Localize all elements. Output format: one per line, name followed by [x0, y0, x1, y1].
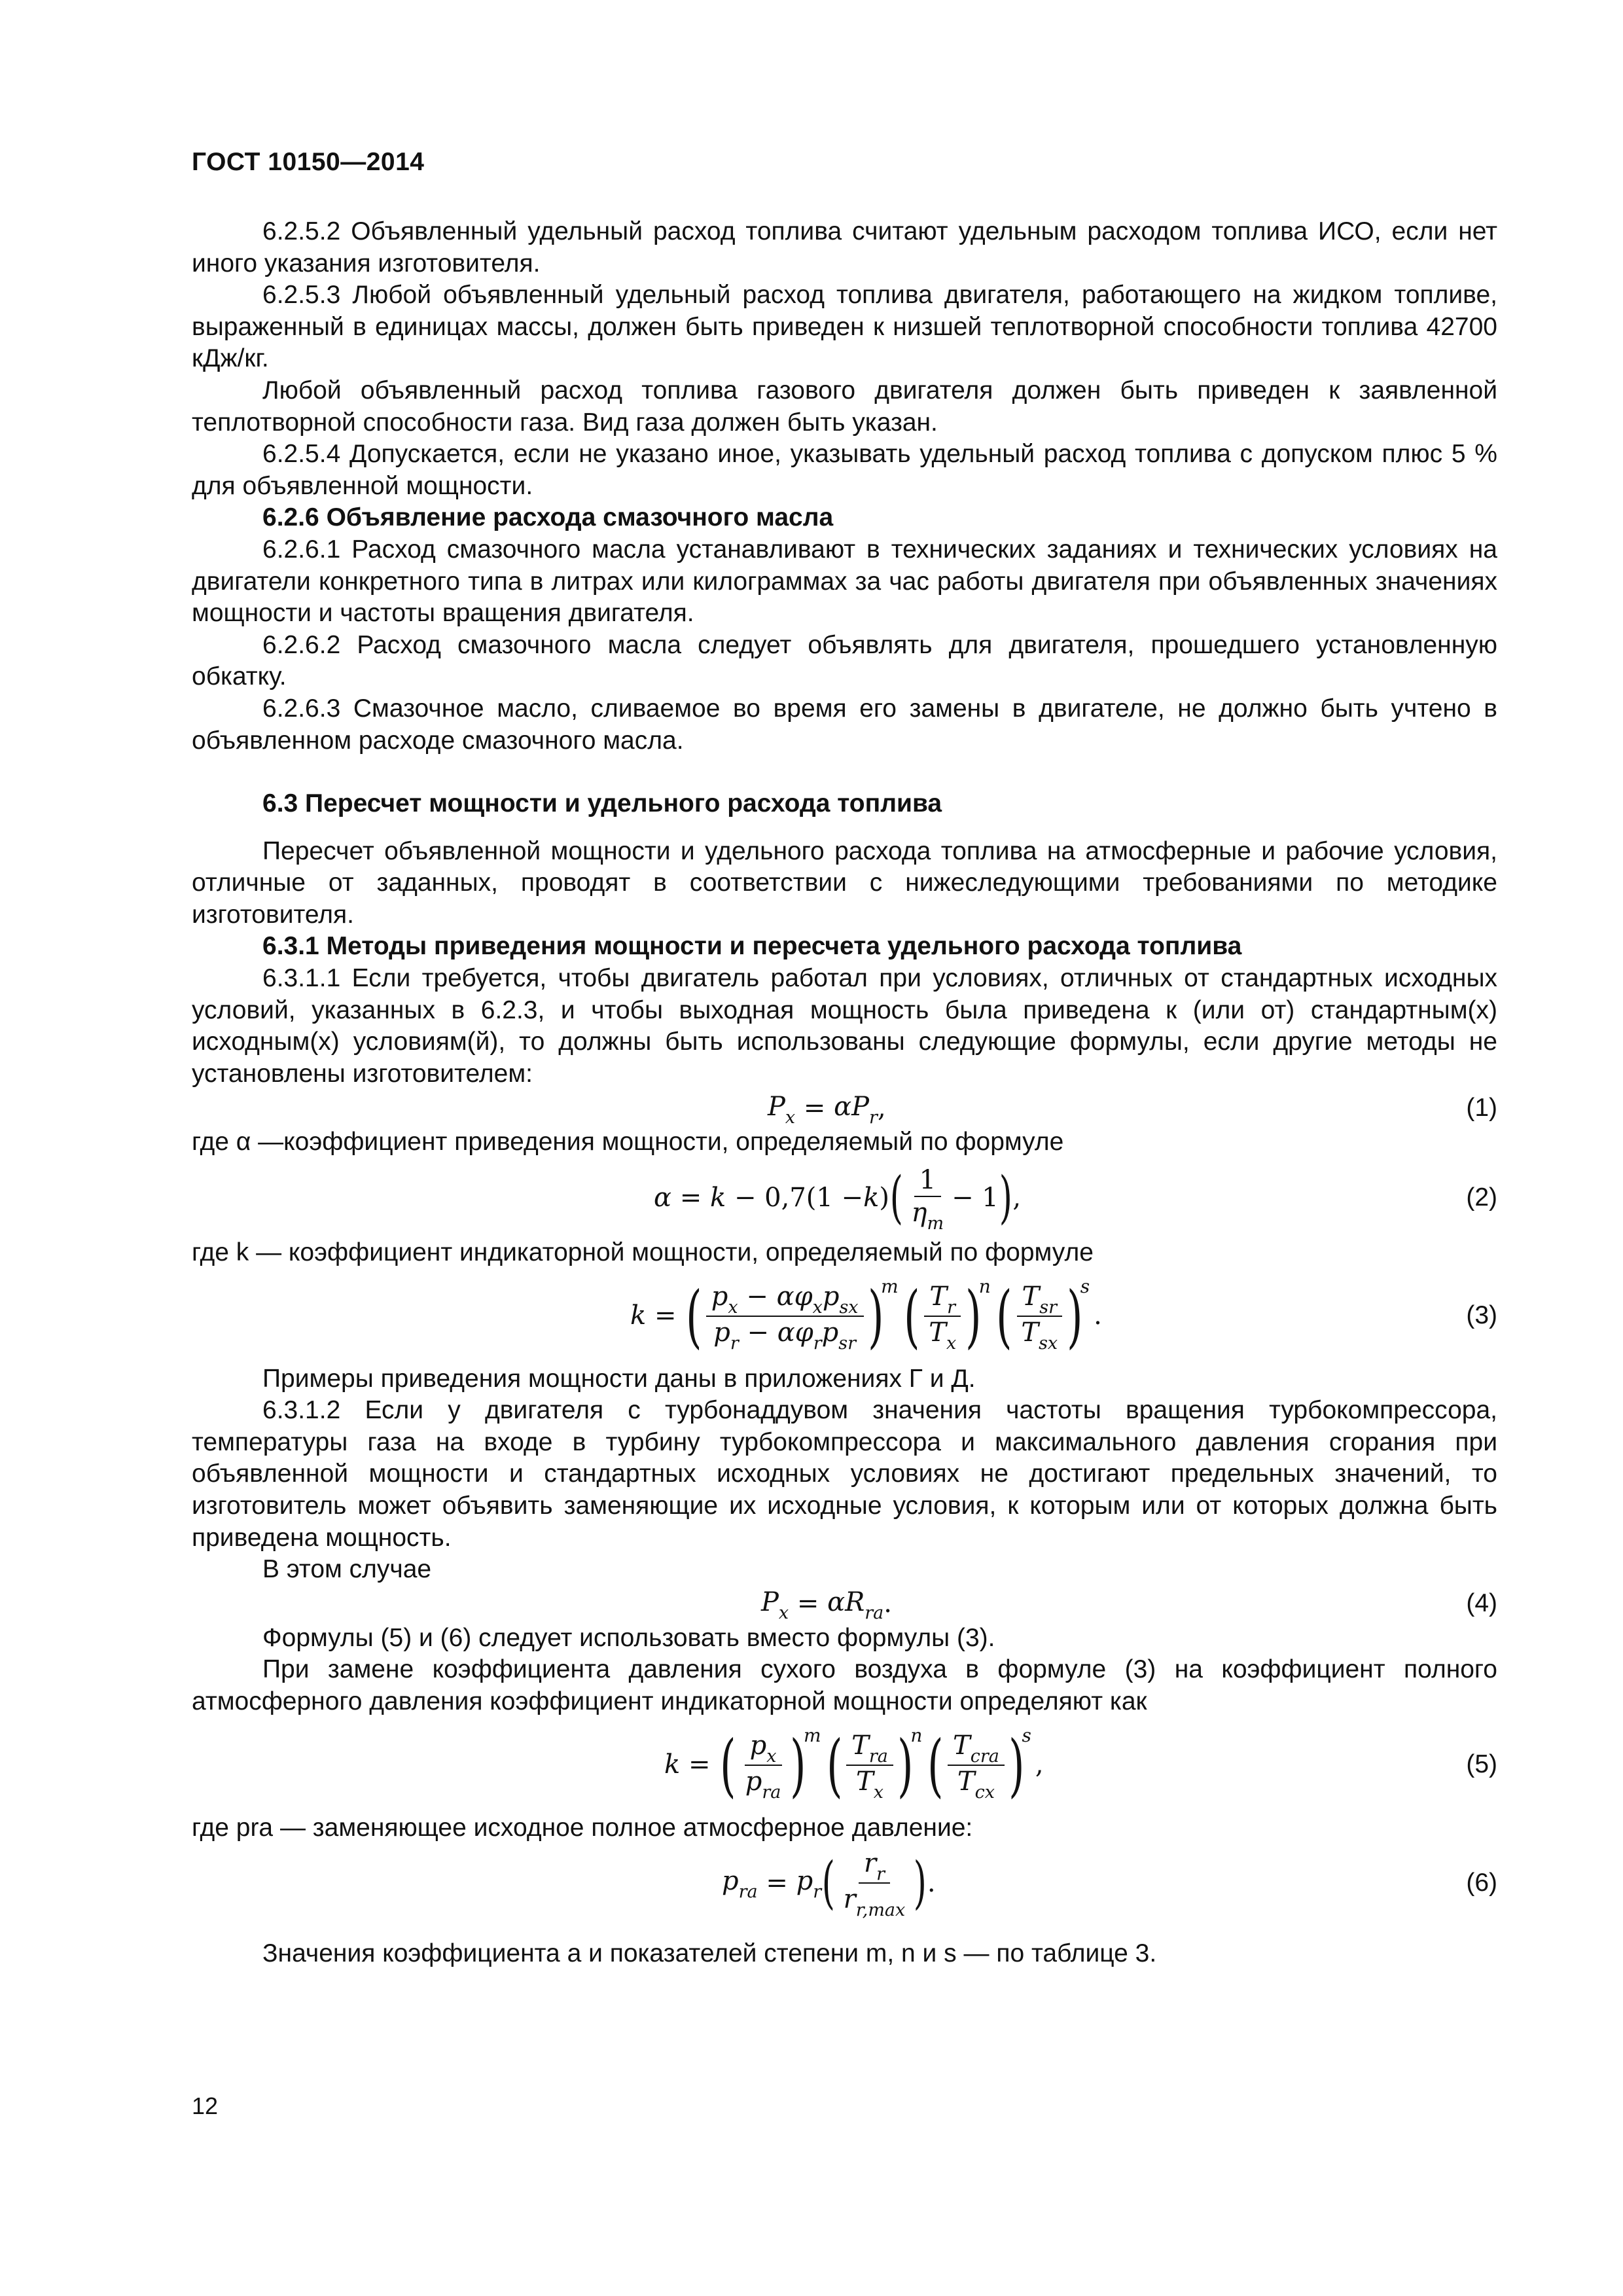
where-clause: где α —коэффициент приведения мощности, определяемый по формуле — [192, 1128, 1064, 1157]
paragraph: 6.2.6.3 Смазочное масло, сливаемое во время его замены в двигателе, не должно быть учтено в объявленном расходе смазочного масла. — [192, 694, 1497, 755]
formula-3-number: (3) — [1466, 1301, 1497, 1330]
paragraph: 6.2.5.4 Допускается, если не указано иное, указывать удельный расход топлива с допуском плюс 5 % для объявленной мощности. — [192, 440, 1497, 500]
formula-4: $P_x$ = $\alpha R_{ra}$ . — [761, 1587, 892, 1623]
formula-4-number: (4) — [1466, 1589, 1497, 1618]
formula-row-4 — [192, 1586, 1497, 1623]
formula-1: $P_x$ = $\alpha P_r$ , — [768, 1091, 886, 1128]
formula-2-number: (2) — [1466, 1183, 1497, 1211]
section-heading-6-3-1: 6.3.1 Методы приведения мощности и пересчета удельного расхода топлива — [262, 932, 1242, 961]
paragraph: Значения коэффициента a и показателей степени m, n и s — по таблице 3. — [262, 1939, 1157, 1968]
paragraph: 6.3.1.1 Если требуется, чтобы двигатель работал при условиях, отличных от стандартных исходных условий, указанных в 6.2.3, и чтобы выходная мощность была приведена к (или от) стандартным(х) исходным(х) условиям(й), то должны быть использованы следующие формулы, если другие методы не установлены изготовителем: — [192, 964, 1497, 1088]
formula-row-5 — [192, 1718, 1497, 1812]
section-heading-6-3: 6.3 Пересчет мощности и удельного расхода топлива — [262, 789, 942, 818]
formula-row-1 — [192, 1090, 1497, 1126]
where-clause: где pra — заменяющее исходное полное атмосферное давление: — [192, 1813, 973, 1842]
paragraph: При замене коэффициента давления сухого воздуха в формуле (3) на коэффициент полного атмосферного давления коэффициент индикаторной мощности определяют как — [192, 1655, 1497, 1715]
document-header: ГОСТ 10150—2014 — [192, 148, 425, 176]
paragraph: 6.2.6.2 Расход смазочного масла следует объявлять для двигателя, прошедшего установленную обкатку. — [192, 630, 1497, 691]
formula-6-number: (6) — [1466, 1868, 1497, 1897]
section-heading-6-2-6: 6.2.6 Объявление расхода смазочного масла — [262, 503, 834, 532]
formula-row-6 — [192, 1844, 1497, 1922]
formula-6: $p_{ra}$ = $p_r$ ( $\frac{r_r}{r_{r,max}}$ ) . — [722, 1848, 936, 1921]
formula-row-2 — [192, 1158, 1497, 1237]
paragraph: 6.2.5.2 Объявленный удельный расход топлива считают удельным расходом топлива ИСО, если нет иного указания изготовителя. — [192, 217, 1497, 278]
page-number: 12 — [192, 2092, 219, 2119]
paragraph: 6.3.1.2 Если у двигателя с турбонаддувом значения частоты вращения турбокомпрессора, температуры газа на входе в турбину турбокомпрессора и максимального давления сгорания при объявленной мощности и стандартных исходных условиях не достигают предельных значений, то изготовитель может объявить заменяющие их исходные условия, к которым или от которых должна быть приведена мощность. — [192, 1396, 1497, 1552]
paragraph: 6.2.6.1 Расход смазочного масла устанавливают в технических заданиях и технических условиях на двигатели конкретного типа в литрах или килограммах за час работы двигателя при объявленных значениях мощности и частоты вращения двигателя. — [192, 535, 1497, 628]
paragraph: Формулы (5) и (6) следует использовать вместо формулы (3). — [262, 1623, 995, 1652]
formula-5: k = ( $\frac{p_x}{p_{ra}}$ ) m ( $\frac{T_{ra}}{T_x}$ ) n ( $\frac{T_{cra}}{T_{cx}}$ ) s , — [664, 1725, 1044, 1805]
paragraph: Пересчет объявленной мощности и удельного расхода топлива на атмосферные и рабочие условия, отличные от заданных, проводят в соответствии с нижеследующими требованиями по методике изготовителя. — [192, 836, 1497, 929]
paragraph: В этом случае — [262, 1555, 432, 1584]
formula-row-3 — [192, 1269, 1497, 1363]
formula-5-number: (5) — [1466, 1750, 1497, 1779]
formula-1-number: (1) — [1466, 1094, 1497, 1122]
formula-3: k = ( $\frac{p_x - \alpha\varphi_xp_{sx}}{p_r - \alpha\varphi_rp_{sr}}$ ) m ( $\frac{T_r}{T_x}$ ) n ( $\frac{T_{sr}}{T_{sx}}$ ) s . — [630, 1276, 1102, 1356]
paragraph: Любой объявленный расход топлива газового двигателя должен быть приведен к заявленной теплотворной способности газа. Вид газа должен быть указан. — [192, 376, 1497, 437]
where-clause: где k — коэффициент индикаторной мощности, определяемый по формуле — [192, 1238, 1094, 1267]
formula-2: α = k − 0,7 (1 − k ) ( $\frac{1}{\eta_m}$ − 1 ) , — [654, 1164, 1022, 1234]
paragraph: 6.2.5.3 Любой объявленный удельный расход топлива двигателя, работающего на жидком топливе, выраженный в единицах массы, должен быть приведен к низшей теплотворной способности топлива 42700 кДж/кг. — [192, 281, 1497, 373]
document-body — [192, 216, 1497, 1970]
paragraph: Примеры приведения мощности даны в приложениях Г и Д. — [262, 1364, 976, 1393]
